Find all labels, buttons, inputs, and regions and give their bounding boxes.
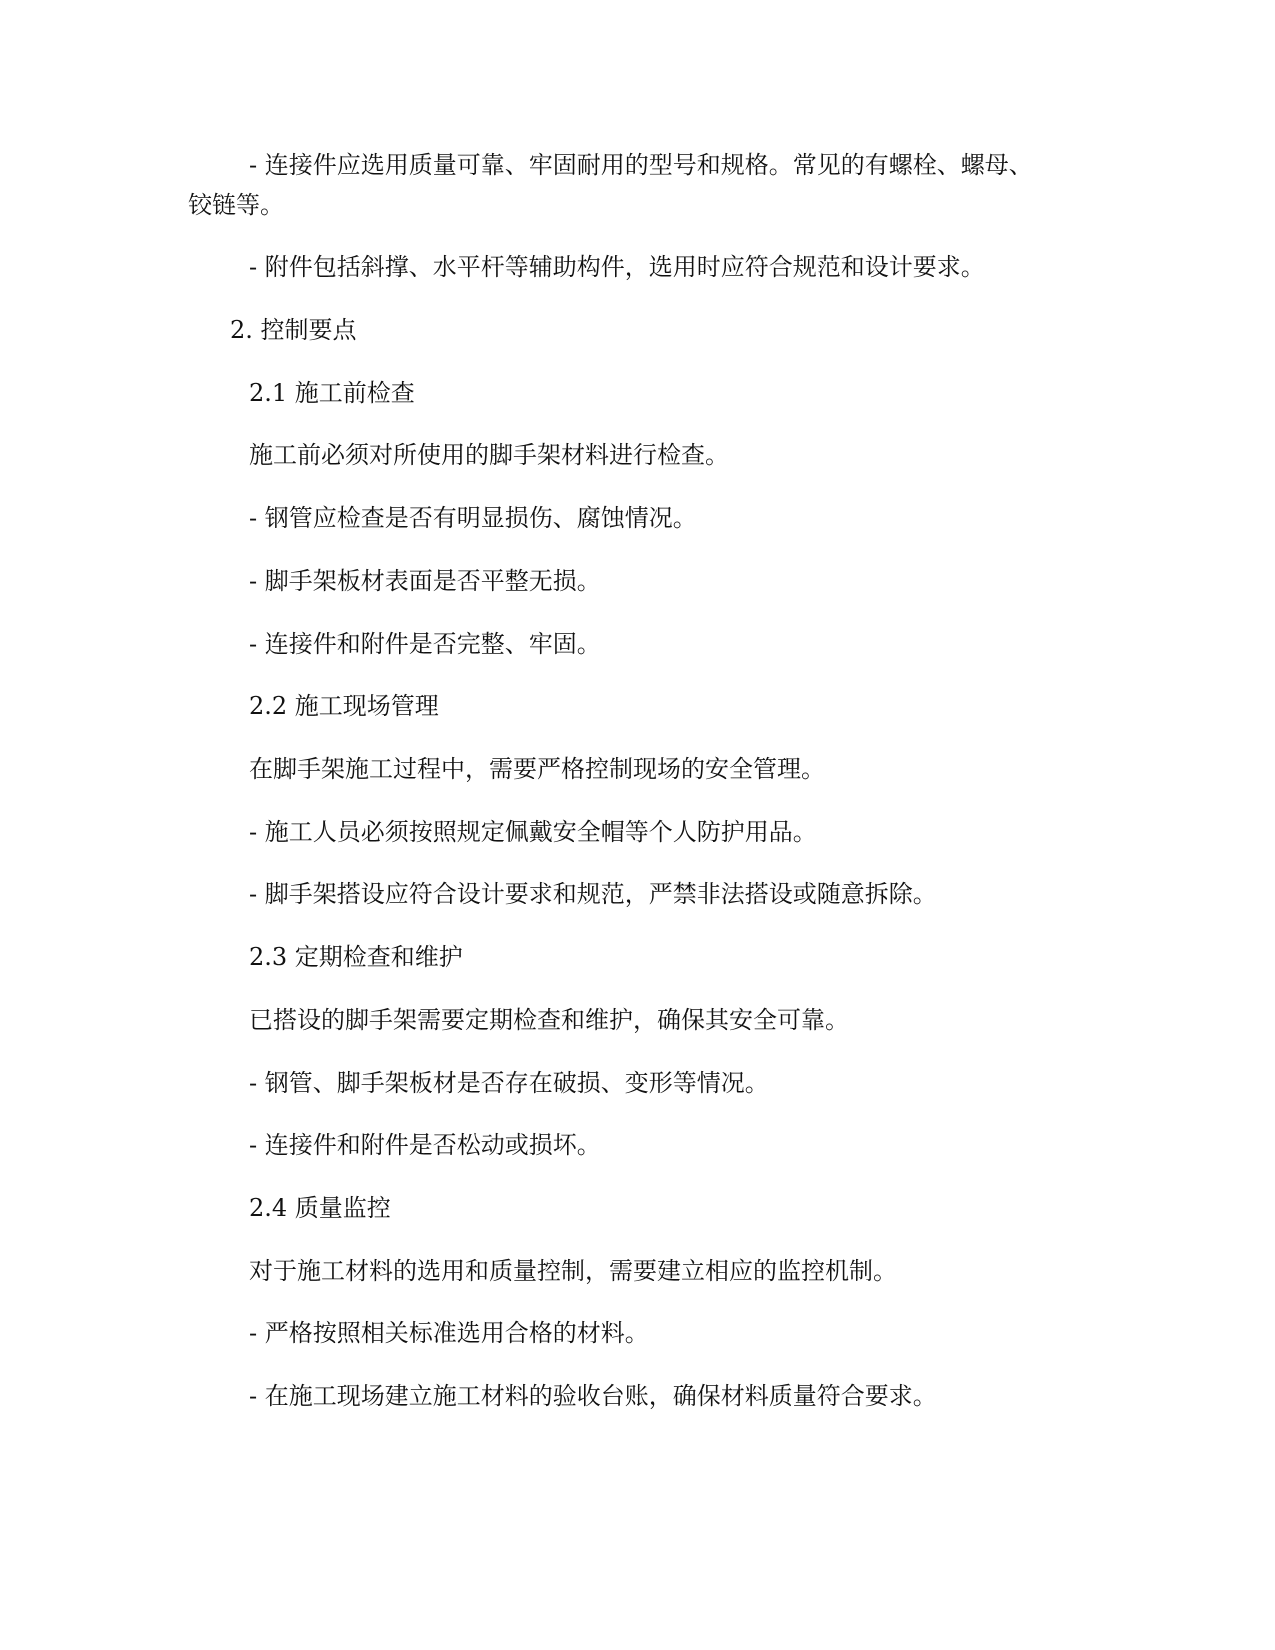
heading-2-2: 2.2 施工现场管理 xyxy=(249,692,439,720)
list-item-ledger: - 在施工现场建立施工材料的验收台账，确保材料质量符合要求。 xyxy=(249,1382,937,1410)
list-item-connectors: - 连接件和附件是否完整、牢固。 xyxy=(249,630,601,658)
heading-2-1: 2.1 施工前检查 xyxy=(249,379,415,407)
paragraph-site-management: 在脚手架施工过程中，需要严格控制现场的安全管理。 xyxy=(249,755,825,783)
paragraph-connector-line1: - 连接件应选用质量可靠、牢固耐用的型号和规格。常见的有螺栓、螺母、 xyxy=(249,151,1033,179)
paragraph-accessories: - 附件包括斜撑、水平杆等辅助构件，选用时应符合规范和设计要求。 xyxy=(249,253,985,281)
paragraph-pre-check: 施工前必须对所使用的脚手架材料进行检查。 xyxy=(249,441,729,469)
list-item-standards: - 严格按照相关标准选用合格的材料。 xyxy=(249,1319,649,1347)
paragraph-maintenance: 已搭设的脚手架需要定期检查和维护，确保其安全可靠。 xyxy=(249,1006,849,1034)
list-item-erection: - 脚手架搭设应符合设计要求和规范，严禁非法搭设或随意拆除。 xyxy=(249,880,937,908)
paragraph-quality-monitor: 对于施工材料的选用和质量控制，需要建立相应的监控机制。 xyxy=(249,1257,897,1285)
heading-2-3: 2.3 定期检查和维护 xyxy=(249,943,463,971)
list-item-damage: - 钢管、脚手架板材是否存在破损、变形等情况。 xyxy=(249,1069,769,1097)
paragraph-connector-line2: 铰链等。 xyxy=(188,191,284,219)
list-item-loose: - 连接件和附件是否松动或损坏。 xyxy=(249,1131,601,1159)
list-item-helmet: - 施工人员必须按照规定佩戴安全帽等个人防护用品。 xyxy=(249,818,817,846)
heading-2-4: 2.4 质量监控 xyxy=(249,1194,391,1222)
list-item-steel-pipe: - 钢管应检查是否有明显损伤、腐蚀情况。 xyxy=(249,504,697,532)
list-item-board: - 脚手架板材表面是否平整无损。 xyxy=(249,567,601,595)
heading-control-points: 2. 控制要点 xyxy=(230,316,357,344)
